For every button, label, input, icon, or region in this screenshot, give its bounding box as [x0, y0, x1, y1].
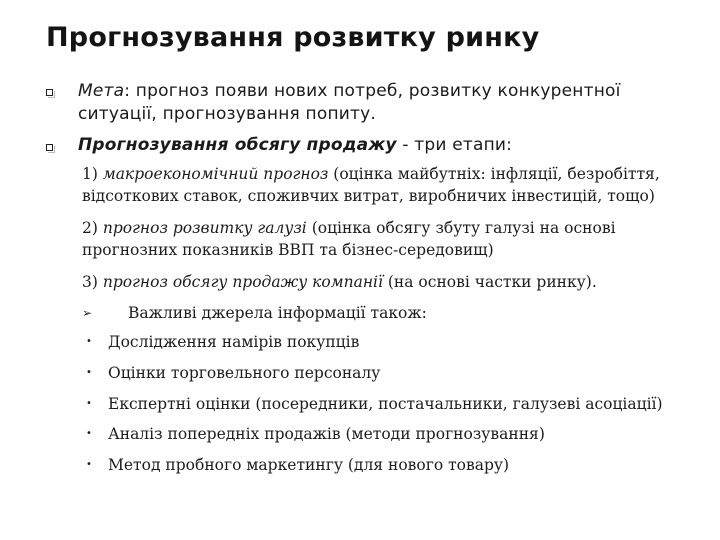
- stage-3-text: (на основі частки ринку).: [382, 273, 597, 291]
- stage-3-num: 3): [82, 273, 103, 291]
- square-bullet-icon: [46, 89, 53, 96]
- point-goal-lead: Мета: [78, 81, 125, 101]
- stage-3-name: прогноз обсягу продажу компанії: [102, 273, 383, 291]
- point-goal-text: : прогноз появи нових потреб, розвитку конкурентної: [124, 81, 621, 101]
- dot-bullet-icon: •: [86, 367, 92, 378]
- stage-2-line2: прогнозних показників ВВП та бізнес-середовищ): [82, 241, 494, 259]
- point-sales-text: - три етапи:: [396, 135, 513, 155]
- stage-2-num: 2): [82, 219, 103, 237]
- stage-3: [82, 271, 597, 293]
- point-goal: [78, 80, 621, 103]
- stage-1-name: макроекономічний прогноз: [102, 165, 329, 183]
- point-goal-line2: ситуації, прогнозування попиту.: [78, 104, 376, 124]
- stage-1-text: (оцінка майбутніх: інфляції, безробіття,: [328, 165, 660, 183]
- stage-2-name: прогноз розвитку галузі: [102, 219, 307, 237]
- sources-heading: Важливі джерела інформації також:: [128, 304, 427, 322]
- stage-2-text: (оцінка обсягу збуту галузі на основі: [306, 219, 616, 237]
- stage-2: [82, 217, 616, 239]
- dot-bullet-icon: •: [86, 428, 92, 439]
- slide-title: Прогнозування розвитку ринку: [46, 22, 540, 53]
- stage-1: [82, 163, 660, 185]
- source-item: Аналіз попередніх продажів (методи прогнозування): [108, 425, 545, 443]
- point-sales-lead: Прогнозування обсягу продажу: [78, 135, 397, 155]
- stage-1-num: 1): [82, 165, 103, 183]
- dot-bullet-icon: •: [86, 336, 92, 347]
- stage-1-line2: відсоткових ставок, споживчих витрат, виробничих інвестицій, тощо): [82, 187, 655, 205]
- source-item: Дослідження намірів покупців: [108, 333, 360, 351]
- point-sales-forecast: [78, 134, 512, 157]
- source-item: Оцінки торговельного персоналу: [108, 364, 381, 382]
- dot-bullet-icon: •: [86, 398, 92, 409]
- source-item: Метод пробного маркетингу (для нового товару): [108, 456, 510, 474]
- dot-bullet-icon: •: [86, 459, 92, 470]
- arrow-bullet-icon: ➢: [82, 306, 93, 320]
- source-item: Експертні оцінки (посередники, постачальники, галузеві асоціації): [108, 395, 663, 413]
- square-bullet-icon: [46, 144, 53, 151]
